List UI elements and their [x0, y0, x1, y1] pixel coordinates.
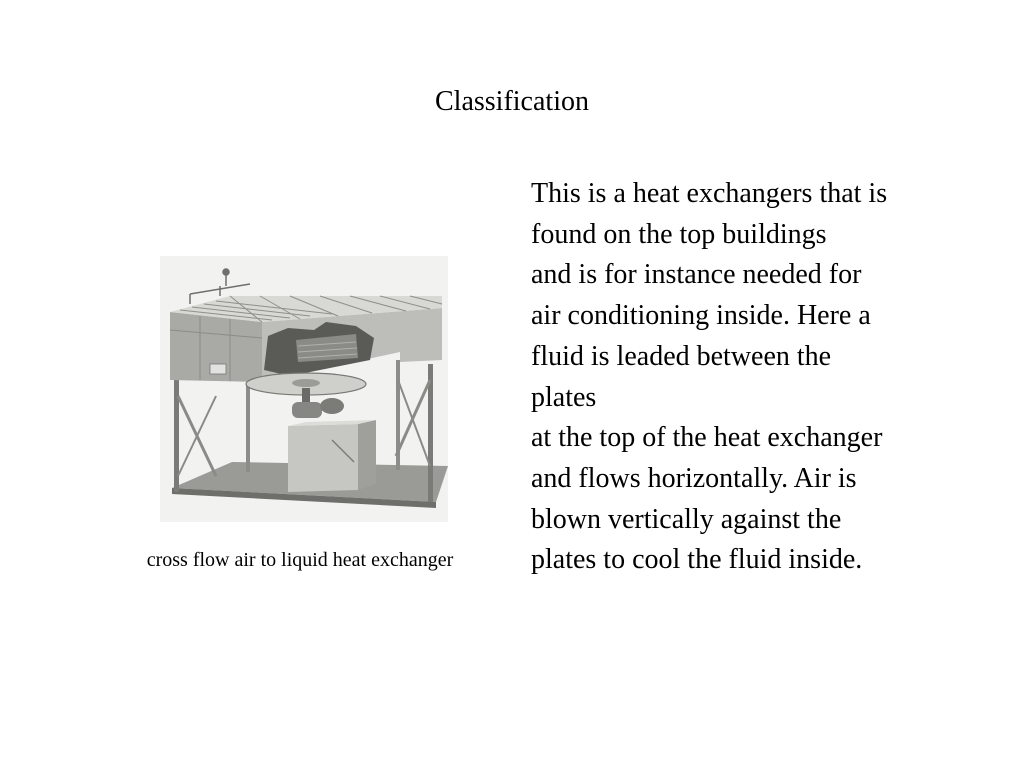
description-line: air conditioning inside. Here a: [531, 300, 871, 332]
description-line: plates to cool the fluid inside.: [531, 544, 863, 576]
description-line: blown vertically against the: [531, 503, 842, 535]
description-line: and is for instance needed for: [531, 259, 862, 291]
description-line: This is a heat exchangers that is: [531, 178, 888, 209]
description-text: [531, 174, 1001, 581]
figure-caption: cross flow air to liquid heat exchanger: [146, 549, 454, 571]
description-line: at the top of the heat exchanger: [531, 422, 883, 454]
slide-title: Classification: [435, 86, 589, 117]
description-line: plates: [531, 381, 597, 413]
heat-exchanger-photo: [160, 256, 448, 522]
heat-exchanger-illustration: [160, 256, 448, 522]
description-line: and flows horizontally. Air is: [531, 462, 857, 494]
description-line: found on the top buildings: [531, 218, 827, 250]
description-line: fluid is leaded between the: [531, 340, 832, 372]
